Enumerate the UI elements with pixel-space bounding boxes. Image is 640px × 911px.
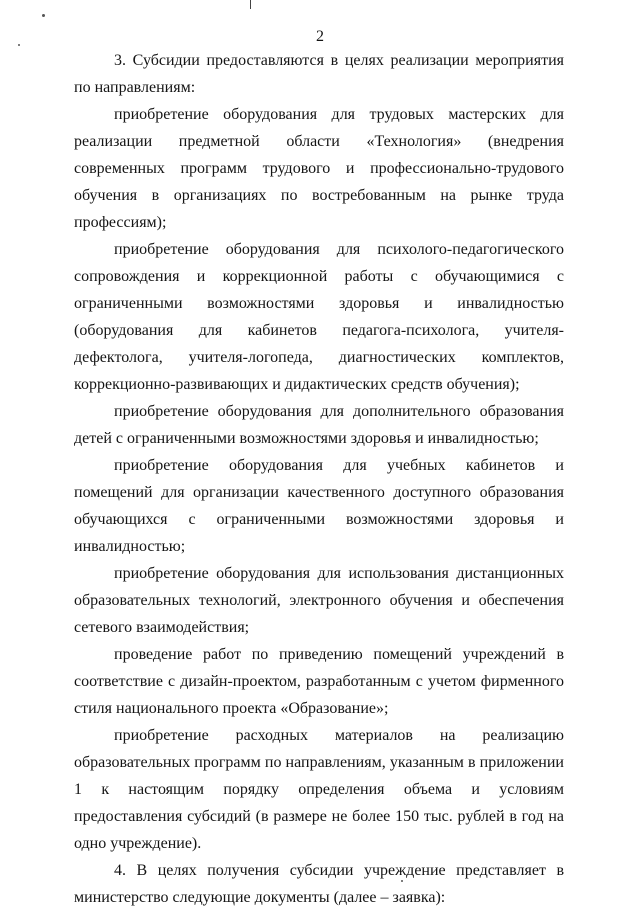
page-number: 2 <box>316 28 324 45</box>
paragraph-distance-learning: приобретение оборудования для использования дистанционных образовательных технологий, электронного обучения и обеспечения сетевого взаимодействия; <box>74 565 564 636</box>
paragraph-design-project: проведение работ по приведению помещений учреждений в соответствие с дизайн-проектом, разработанным с учетом фирменного стиля национального проекта «Образование»; <box>74 646 564 717</box>
scan-speck <box>42 14 45 17</box>
scan-mark <box>250 0 251 9</box>
paragraph-technology-workshops: приобретение оборудования для трудовых мастерских для реализации предметной области «Технология» (внедрения современных программ трудового и профессионально-трудового обучения в организациях по востребованным на рынке труда профессиям); <box>74 106 564 231</box>
paragraph-psychological-support: приобретение оборудования для психолого-педагогического сопровождения и коррекционной работы с обучающимися с ограниченными возможностями здоровья и инвалидностью (оборудования для кабинетов педагога-психолога, учителя-дефектолога, учителя-логопеда, диагностических комплектов, коррекционно-развивающих и дидактических средств обучения); <box>74 241 564 393</box>
document-body <box>74 47 564 911</box>
paragraph-consumables: приобретение расходных материалов на реализацию образовательных программ по направлениям, указанным в приложении 1 к настоящим порядку определения объема и условиям предоставления субсидий (в размере не более 150 тыс. рублей в год на одно учреждение). <box>74 727 564 852</box>
paragraph-3-intro: 3. Субсидии предоставляются в целях реализации мероприятия по направлениям: <box>74 52 564 96</box>
paragraph-4-application: 4. В целях получения субсидии учреждение представляет в министерство следующие документы (далее – заявка): <box>74 862 564 906</box>
paragraph-classrooms: приобретение оборудования для учебных кабинетов и помещений для организации качественного доступного образования обучающихся с ограниченными возможностями здоровья и инвалидностью; <box>74 457 564 555</box>
paragraph-additional-education: приобретение оборудования для дополнительного образования детей с ограниченными возможностями здоровья и инвалидностью; <box>74 403 564 447</box>
